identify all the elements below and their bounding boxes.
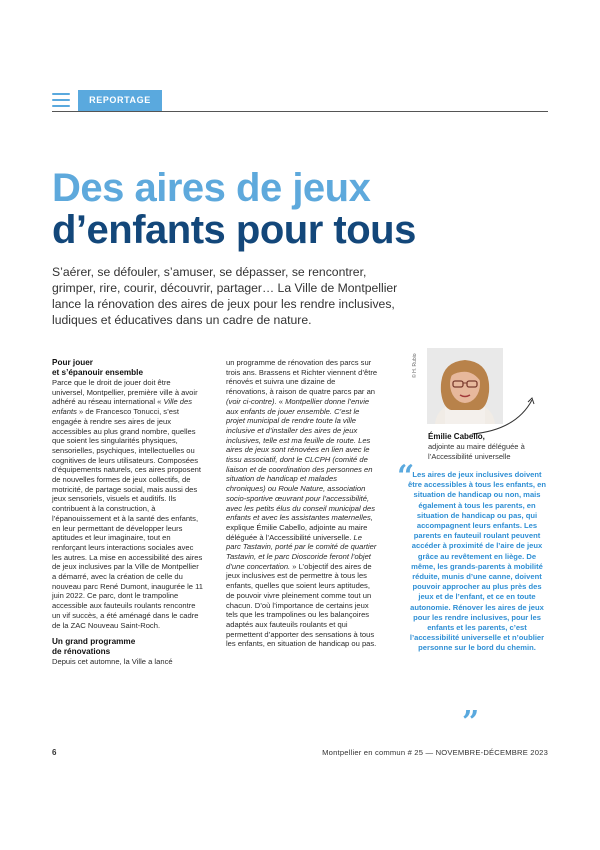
subheading-2a: Un grand programme	[52, 637, 136, 647]
publication-footer: Montpellier en commun # 25 — NOVEMBRE-DÉCEMBRE 2023	[322, 748, 548, 757]
subheading-1b: et s’épanouir ensemble	[52, 368, 144, 377]
menu-icon	[52, 93, 70, 107]
quote-close-mark: ”	[462, 705, 480, 740]
section-tag: REPORTAGE	[78, 90, 162, 111]
body-paragraph-1: Parce que le droit de jouer doit être universel, Montpellier, première ville à avoir adhéré au réseau international « Ville des enfants » de Francesco Tonucci, s’est engagée à rendre ses aires de jeux accessibles au plus grand nombre, quelles que soient les singularités physiques, sensorielles, psychiques, intellectuelles ou cognitives de leurs utilisateurs. Composées d’équipements naturels, ces aires proposent de nouvelles formes de jeux collectifs, de motricité, de partage social, mais aussi des jeux sensoriels, visuels et auditifs. Ils contribuent à la construction, à l’épanouissement et à la santé des enfants, en leur permettant de développer leurs aptitudes et leur imaginaire, tout en renforçant leurs interactions sociales avec les autres. La mise en accessibilité des aires de jeux inclusives par la Ville de Montpellier a démarré, avec la création de celle du nouveau parc René Dumont, inaugurée le 11 juin 2022. Ce parc, dont le trampoline accessible aux fauteuils roulants rencontre un vif succès, a été aménagé dans le cadre de la ZAC Nouveau Saint-Roch.	[52, 378, 203, 630]
quote-author-role: adjointe au maire déléguée à l’Accessibilité universelle	[428, 442, 525, 461]
quote-open-mark: “	[397, 459, 415, 494]
subheading-2b: de rénovations	[52, 647, 111, 657]
page-title-line-2: d’enfants pour tous	[52, 208, 416, 252]
article-column-2	[226, 358, 378, 649]
article-column-1	[52, 358, 204, 667]
pull-quote: Les aires de jeux inclusives doivent être accessibles à tous les enfants, en situation de handicap ou non, mais également à tous les parents, en situation de handicap ou pas, qui accompagnent leurs enfants. Les parents en fauteuil roulant peuvent accéder à proximité de l’aire de jeux grâce au revêtement en liège. De même, les grands-parents à mobilité réduite, munis d’une canne, doivent pouvoir approcher au plus près des jeux et de l’enfant, et ce en toute autonomie. Rénover les aires de jeux pour les rendre inclusives, pour les enfants et les parents, c’est l’accessibilité universelle et n’oublier personne sur le bord du chemin.	[407, 470, 547, 653]
body-paragraph-3: un programme de rénovation des parcs sur trois ans. Brassens et Richter viennent d’être rénovés et suivra une dizaine de rénovations, à raison de quatre parcs par an (voir ci-contre). « Montpellier donne l’envie aux enfants de jouer ensemble. C’est le projet municipal de rendre toute la ville inclusive et d’installer des aires de jeux inclusives, telle est ma feuille de route. Les aires de jeux sont rénovées en lien avec le tissu associatif, dont le CLCPH (comité de liaison et de coordination des personnes en situation de handicap et malades chroniques) ou Roule Nature, association socio-sportive œuvrant pour l’accessibilité, avec les petits élus du conseil municipal des enfants et avec les assistantes maternelles, explique Émilie Cabello, adjointe au maire déléguée à l’Accessibilité universelle. Le parc Tastavin, porté par le comité de quartier Tastavin, et le parc Dioscoride feront l’objet d’une concertation. » L’objectif des aires de jeux inclusives est de permettre à tous les enfants, quelles que soient leurs aptitudes, de pouvoir vivre pleinement comme tout un chacun. D’où l’importance de certains jeux tels que les trampolines ou les balançoires adaptés aux fauteuils roulants et qui permettent d’apporter des sensations à tous les enfants, en situation de handicap ou pas.	[226, 358, 378, 649]
quote-author-name: Émilie Cabello,	[428, 432, 485, 441]
photo-credit: © H. Rubio	[412, 353, 418, 378]
body-paragraph-2: Depuis cet automne, la Ville a lancé	[52, 657, 173, 667]
lead-paragraph: S’aérer, se défouler, s’amuser, se dépasser, se rencontrer, grimper, rire, courir, découvrir, partager… La Ville de Montpellier lance la rénovation des aires de jeux pour les rendre inclusives, ludiques et éducatives dans un cadre de nature.	[52, 265, 398, 327]
page-number: 6	[52, 748, 57, 757]
subheading-1a: Pour jouer	[52, 358, 93, 367]
decorative-curve	[470, 396, 540, 436]
page-title-line-1: Des aires de jeux	[52, 166, 371, 210]
header-rule	[52, 111, 548, 112]
